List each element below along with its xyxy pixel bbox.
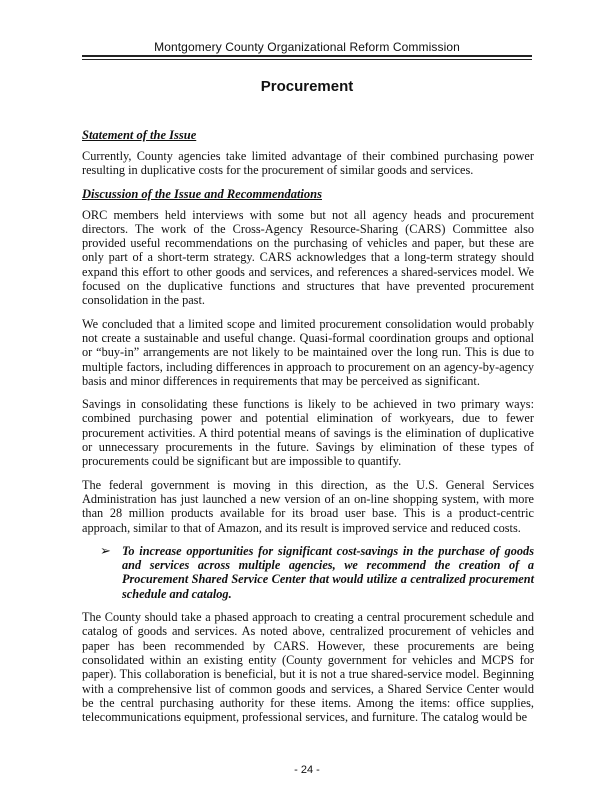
statement-heading: Statement of the Issue [82,128,197,142]
discussion-paragraph-3: Savings in consolidating these functions is likely to be achieved in two primary ways: combined purchasing power and potential elimination of workyears, due to fewer procurement activities. A third potential means of savings is the elimination of duplicative or unnecessary procurements in the future. Savings by elimination of these types of procurements could be significant but are impossible to quantify. [82,397,534,469]
page-number: - 24 - [294,764,320,776]
discussion-paragraph-1: ORC members held interviews with some but not all agency heads and procurement directors. The work of the Cross-Agency Resource-Sharing (CARS) Committee also provided useful recommendations on the purchasing of vehicles and paper, but these are only part of a short-term strategy. CARS acknowledges that a long-term strategy should expand this effort to other goods and services, and references a shared-services model. We focused on the duplicative functions and structures that have prevented procurement consolidation in the past. [82,207,534,308]
discussion-heading: Discussion of the Issue and Recommendations [82,186,322,201]
recommendation-bullet [100,544,534,601]
page-title: Procurement [260,78,354,95]
document-body [82,128,534,733]
header-rule-thick [82,55,532,57]
discussion-paragraph-2: We concluded that a limited scope and limited procurement consolidation would probably not create a sustainable and useful change. Quasi-formal coordination groups and optional or “buy-in” arrangements are not likely to be maintained over the long run. This is due to multiple factors, including differences in approach to procurement on an agency-by-agency basis and minor differences in requirements that may be perceived as significant. [82,316,534,388]
discussion-paragraph-4: The federal government is moving in this direction, as the U.S. General Services Administration has just launched a new version of an on-line shopping system, with more than 28 million products available for its broad user base. This is a product-centric approach, similar to that of Amazon, and its result is improved service and reduced costs. [82,477,534,535]
statement-paragraph: Currently, County agencies take limited advantage of their combined purchasing power resulting in duplicative costs for the procurement of similar goods and services. [82,149,534,178]
header-rule-thin [82,59,532,60]
discussion-paragraph-5: The County should take a phased approach to creating a central procurement schedule and catalog of goods and services. As noted above, centralized procurement of vehicles and paper has been recommended by CARS. However, these procurements are being consolidated within an existing entity (County government for vehicles and MCPS for paper). This collaboration is beneficial, but it is not a true shared-service model. Beginning with a comprehensive list of common goods and services, a Shared Service Center would be the central purchasing authority for these items. Among the items: office supplies, telecommunications equipment, professional services, and furniture. The catalog would be [82,610,534,725]
recommendation-text: To increase opportunities for significant cost-savings in the purchase of goods and services across multiple agencies, we recommend the creation of a Procurement Shared Service Center that would utilize a centralized procurement schedule and catalog. [122,543,534,601]
page-header: Montgomery County Organizational Reform Commission [154,40,460,54]
arrow-bullet-icon: ➢ [100,542,111,558]
